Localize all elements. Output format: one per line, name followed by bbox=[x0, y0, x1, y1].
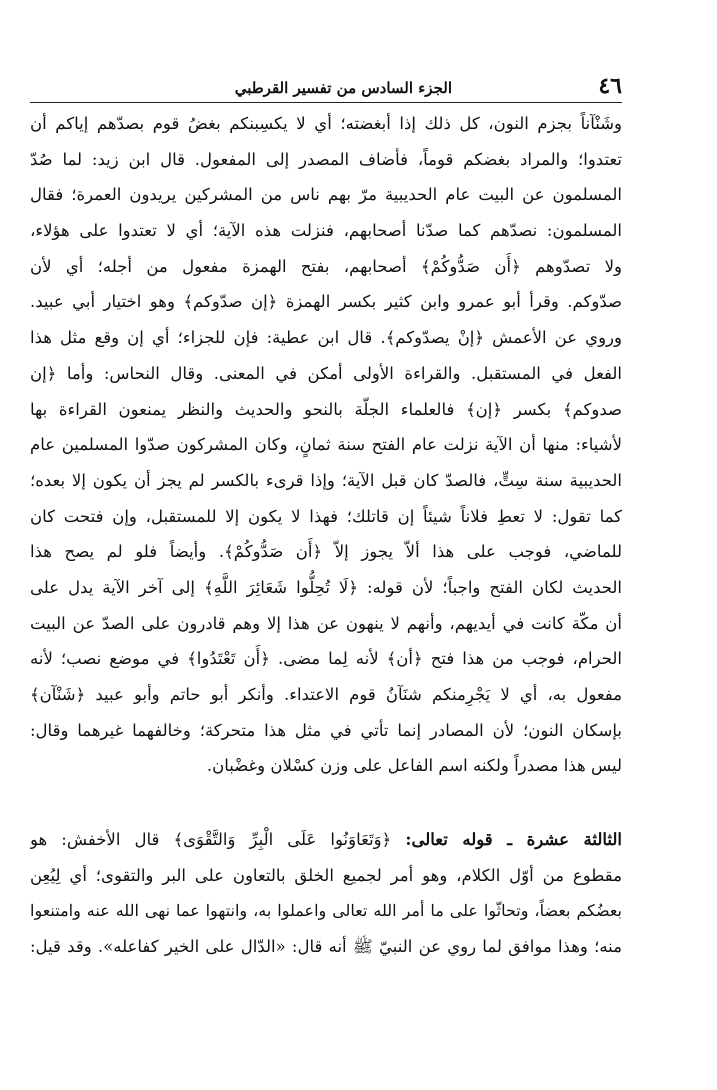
text-line: بإسكان النون؛ لأن المصادر إنما تأتي في مثل هذا متحركة؛ وخالفهما غيرهما وقال: bbox=[30, 720, 622, 740]
text-line: صدّوكم. وقرأ أبو عمرو وابن كثير بكسر الهمزة ﴿إن صدّوكم﴾ وهو اختيار أبي عبيد. bbox=[30, 292, 622, 312]
text-line: وشَنْآناً بجزم النون، كل ذلك إذا أبغضته؛ أي لا يكسِبنكم بغضُ قوم بصدّهم إياكم أن bbox=[30, 114, 622, 133]
header-rule bbox=[30, 102, 622, 103]
text-line: الحرام، فوجب من هذا فتح ﴿أن﴾ لأنه لِما مضى. ﴿أَن تَعْتَدُوا﴾ في موضع نصب؛ لأنه bbox=[30, 649, 622, 669]
text-line: الحديث لكان الفتح واجباً؛ لأن قوله: ﴿لَا تُحِلُّوا شَعَائِرَ اللَّهِ﴾ إلى آخر الآية يدل على bbox=[30, 577, 622, 597]
text-line: كما تقول: لا تعطِ فلاناً شيئاً إن قاتلك؛ فهذا لا يكون إلا للمستقبل، وإن فتحت كان bbox=[30, 506, 622, 526]
text-line: صدوكم﴾ بكسر ﴿إن﴾ فالعلماء الجلّة بالنحو والحديث والنظر يمنعون القراءة بها bbox=[30, 399, 622, 419]
text-line: لأشياء: منها أن الآية نزلت عام الفتح سنة ثمانٍ، وكان المشركون صدّوا المسلمين عام bbox=[30, 435, 622, 455]
text-line: مفعول به، أي لا يَجْرِمنكم شنَآنُ قوم الاعتداء. وأنكر أبو حاتم وأبو عبيد ﴿شَنْآن﴾ bbox=[30, 685, 622, 704]
paragraph-gap bbox=[30, 784, 622, 822]
text-line: الفعل في المستقبل. والقراءة الأولى أمكن في المعنى. وقال النحاس: وأما ﴿إن bbox=[30, 363, 622, 383]
running-title: الجزء السادس من تفسير القرطبي bbox=[234, 79, 452, 97]
text-line: تعتدوا؛ والمراد بغضكم قوماً، فأضاف المصدر إلى المفعول. قال ابن زيد: لما صُدّ bbox=[30, 149, 622, 169]
text-line: أن مكّة كانت في أيديهم، وأنهم لا ينهون عن هذا إلا وهم قادرون على الصدّ عن البيت bbox=[30, 613, 622, 633]
text-line: منه؛ وهذا موافق لما روي عن النبيّ ﷺ أنه قال: «الدّال على الخير كفاعله». وقد قيل: bbox=[30, 937, 622, 957]
section-heading: الثالثة عشرة ـ قوله تعالى: bbox=[405, 830, 622, 850]
text-line: بعضُكم بعضاً، وتحاثّوا على ما أمر الله تعالى واعملوا به، وانتهوا عما نهى الله عنه وامتنعوا bbox=[30, 901, 622, 921]
text-line: للماضي، فوجب على هذا ألاّ يجوز إلاّ ﴿أَن صَدُّوكُمْ﴾. وأيضاً فلو لم يصح هذا bbox=[30, 542, 622, 562]
text-line: ولا تصدّوهم ﴿أَن صَدُّوكُمْ﴾ أصحابهم، بفتح الهمزة مفعول من أجله؛ أي لأن bbox=[30, 256, 622, 276]
paragraph-1 bbox=[30, 106, 622, 784]
page-header bbox=[30, 72, 622, 102]
section-first-line bbox=[30, 822, 622, 858]
page-number: ٤٦ bbox=[598, 73, 622, 99]
text-line: المسلمون عن البيت عام الحديبية مرّ بهم ناس من المشركين يريدون العمرة؛ فقال bbox=[30, 185, 622, 205]
paragraph-2 bbox=[30, 822, 622, 965]
text-line: مقطوع من أوّل الكلام، وهو أمر لجميع الخلق بالتعاون على البر والتقوى؛ أي لِيُعِن bbox=[30, 865, 622, 885]
text-line: المسلمون: نصدّهم كما صدّنا أصحابهم، فنزلت هذه الآية؛ أي لا تعتدوا على هؤلاء، bbox=[30, 221, 622, 241]
text-line: الحديبية سنة سِتٍّ، فالصدّ كان قبل الآية؛ وإذا قرىء بالكسر لم يجز أن يكون إلا بعده؛ bbox=[30, 470, 622, 490]
section-first-line-text: ﴿وَتَعَاوَنُوا عَلَى الْبِرِّ وَالتَّقْوَى﴾ قال الأخفش: هو bbox=[30, 830, 392, 850]
text-line: ليس هذا مصدراً ولكنه اسم الفاعل على وزن كسْلان وغضْبان. bbox=[206, 756, 622, 776]
text-line: وروي عن الأعمش ﴿إنْ يصدّوكم﴾. قال ابن عطية: فإن للجزاء؛ أي إن وقع مثل هذا bbox=[30, 328, 622, 348]
body-text bbox=[30, 106, 622, 965]
